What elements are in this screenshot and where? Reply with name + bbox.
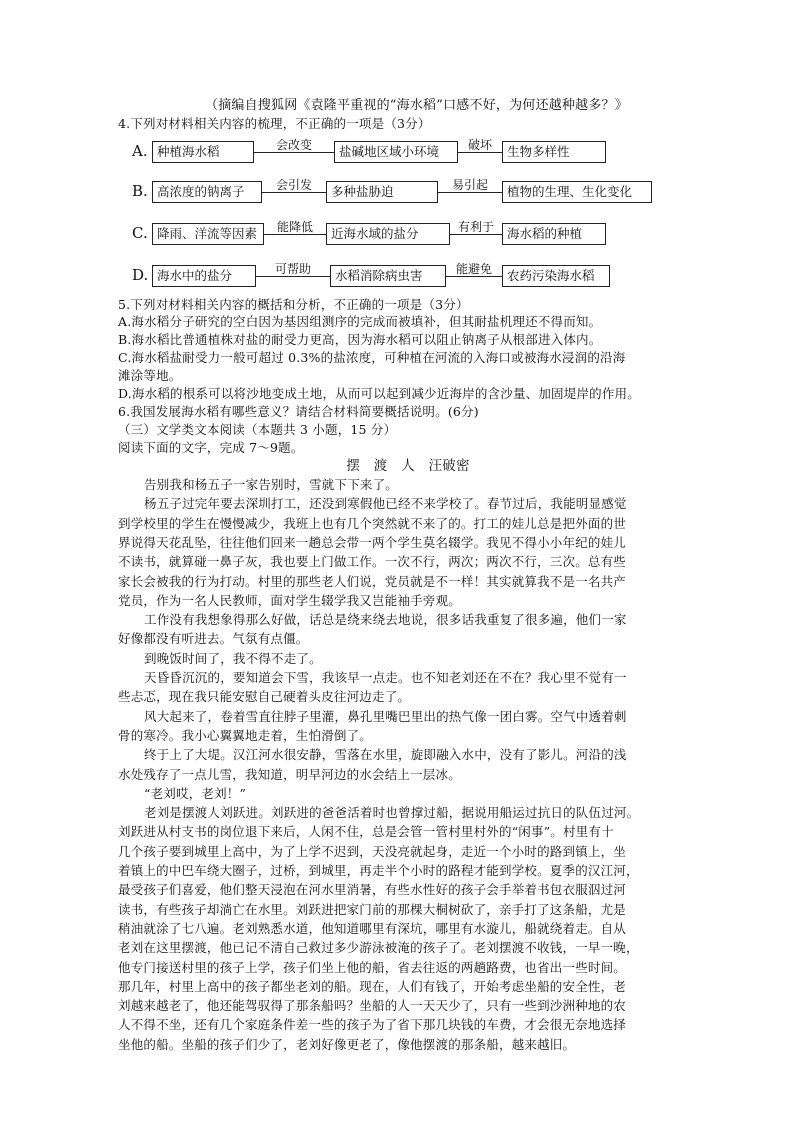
story-line: 那几年，村里上高中的孩子都坐老刘的船。现在，人们有钱了，开始考虑坐船的安全性，老 xyxy=(118,978,627,994)
option-a-row xyxy=(118,139,638,165)
q5-option-c: C.海水稻盐耐受力一般可超过 0.3%的盐浓度，可种植在河流的入海口或被海水浸润的沿海 xyxy=(118,350,626,365)
flow-box: 农药污染海水稻 xyxy=(502,265,610,287)
flow-connector: 会引发 xyxy=(262,179,326,205)
story-line: 老刘在这里摆渡，他已记不清自己救过多少游泳被淹的孩子了。老刘摆渡不收钱，一早一晚， xyxy=(118,940,639,956)
flow-box: 生物多样性 xyxy=(502,141,606,163)
story-line: 到晚饭时间了，我不得不走了。 xyxy=(144,650,322,666)
story-line: 些忐忑，现在我只能安慰自己硬着头皮往河边走了。 xyxy=(118,689,411,705)
option-b-row xyxy=(118,179,638,205)
q5-option-a: A.海水稻分子研究的空白因为基因组测序的完成而被填补，但其耐盐机理还不得而知。 xyxy=(118,314,602,329)
option-label: C. xyxy=(132,224,148,242)
source-citation: （摘编自搜狐网《袁隆平重视的“海水稻”口感不好，为何还越种越多？》 xyxy=(205,98,628,113)
flow-connector: 易引起 xyxy=(438,179,502,205)
story-line: 读书，有些孩子却淌亡在水里。刘跃进把家门前的那棵大桐树砍了，亲手打了这条船，尤是 xyxy=(118,901,627,917)
story-line: “老刘哎，老刘！” xyxy=(144,785,247,801)
option-c-row xyxy=(118,221,638,247)
story-line: 几个孩子要到城里上高中，为了上学不迟到，天没亮就起身，走近一个小时的路到镇上，坐 xyxy=(118,843,627,859)
question-5: 5.下列对材料相关内容的概括和分析，不正确的一项是（3分） xyxy=(118,297,469,312)
story-line: 着镇上的中巴车绕大圈子，过桥，到城里，再走半个小时的路程才能到学校。夏季的汉江河， xyxy=(118,863,639,878)
story-line: 最受孩子们喜爱，他们整天浸泡在河水里消暑，有些水性好的孩子会手举着书包衣服泅过河 xyxy=(118,882,627,898)
story-line: 老刘是摆渡人刘跃进。刘跃进的爸爸活着时也曾撑过船，据说用船运过抗日的队伍过河。 xyxy=(144,805,640,821)
story-line: 终于上了大堤。汉江河水很安静，雪落在水里，旋即融入水中，没有了影儿。河沿的浅 xyxy=(144,747,627,763)
q5-option-d: D.海水稻的根系可以将沙地变成土地，从而可以起到减少近海岸的含沙量、加固堤岸的作用。 xyxy=(118,386,640,401)
flow-connector: 破坏 xyxy=(458,139,502,165)
story-line: 好像都没有听进去。气氛有点僵。 xyxy=(118,631,309,647)
flow-box: 盐碱地区域小环境 xyxy=(334,141,458,163)
story-line: 风大起来了，卷着雪直往脖子里灌，鼻孔里嘴巴里出的热气像一团白雾。空气中透着刺 xyxy=(144,708,627,724)
flow-connector: 能降低 xyxy=(264,221,326,247)
story-line: 他专门接送村里的孩子上学，孩子们坐上他的船，省去往返的两趟路费，也省出一些时间。 xyxy=(118,959,627,975)
option-label: B. xyxy=(132,182,148,200)
flow-box: 高浓度的钠离子 xyxy=(152,181,262,203)
story-line: 界说得天花乱坠，往往他们回来一趟总会带一两个学生莫名辍学。我见不得小小年纪的娃儿 xyxy=(118,534,627,550)
option-label: A. xyxy=(132,142,148,160)
section-header: （三）文学类文本阅读（本题共 3 小题，15 分） xyxy=(118,422,397,437)
story-line: 刘越来越老了，他还能驾驭得了那条船吗？坐船的人一天天少了，只有一些到沙洲种地的农 xyxy=(118,998,627,1014)
story-line: 水处残存了一点儿雪，我知道，明早河边的水会结上一层冰。 xyxy=(118,766,461,782)
story-title: 摆 渡 人 汪破密 xyxy=(346,458,470,474)
q5-option-b: B.海水稻比普通植株对盐的耐受力更高，因为海水稻可以阻止钠离子从根部进入体内。 xyxy=(118,332,602,347)
story-line: 家长会被我的行为打动。村里的那些老人们说，党员就是不一样！其实就算我不是一名共产 xyxy=(118,573,627,589)
story-line: 不读书，就算碰一鼻子灰，我也要上门做工作。一次不行，两次；两次不行，三次。总有些 xyxy=(118,554,627,570)
story-line: 天昏昏沉沉的，要知道会下雪，我该早一点走。也不知老刘还在不在？我心里不觉有一 xyxy=(144,670,627,685)
flow-box: 多种盐胁迫 xyxy=(326,181,438,203)
story-line: 人不得不坐，还有几个家庭条件差一些的孩子为了省下那几块钱的车费，才会很无奈地选择 xyxy=(118,1017,627,1033)
story-line: 工作没有我想象得那么好做，话总是绕来绕去地说，很多话我重复了很多遍，他们一家 xyxy=(144,612,627,628)
flow-box: 海水稻的种植 xyxy=(502,223,606,245)
flow-connector: 有利于 xyxy=(450,221,502,247)
flow-box: 水稻消除病虫害 xyxy=(330,265,446,287)
story-line: 骨的寒冷。我小心翼翼地走着，生怕滑倒了。 xyxy=(118,727,373,743)
question-6: 6.我国发展海水稻有哪些意义？请结合材料简要概括说明。(6分) xyxy=(118,404,479,419)
flow-connector: 会改变 xyxy=(254,139,334,165)
story-line: 杨五子过完年要去深圳打工，还没到寒假他已经不来学校了。春节过后，我能明显感觉 xyxy=(144,496,627,512)
story-line: 稍油就涂了七八遍。老刘熟悉水道，他知道哪里有深坑，哪里有水漩儿，船就绕着走。自从 xyxy=(118,920,627,936)
story-line: 党员，作为一名人民教师，面对学生辍学我又岂能袖手旁观。 xyxy=(118,592,461,608)
option-d-row xyxy=(118,263,638,289)
reading-instruction: 阅读下面的文字，完成 7～9题。 xyxy=(118,440,304,455)
story-line: 刘跃进从村支书的岗位退下来后，人闲不住，总是会管一管村里村外的“闲事”。村里有十 xyxy=(118,824,614,840)
flow-connector: 可帮助 xyxy=(256,263,330,289)
flow-box: 种植海水稻 xyxy=(152,141,254,163)
flow-box: 近海水域的盐分 xyxy=(326,223,450,245)
question-4: 4.下列对材料相关内容的梳理，不正确的一项是（3分） xyxy=(118,116,431,131)
q5-option-c-cont: 滩涂等地。 xyxy=(118,368,182,383)
flow-connector: 能避免 xyxy=(446,263,502,289)
flow-box: 海水中的盐分 xyxy=(152,265,256,287)
flow-box: 降雨、洋流等因素 xyxy=(152,223,264,245)
story-line: 到学校里的学生在慢慢减少，我班上也有几个突然就不来了的。打工的娃儿总是把外面的世 xyxy=(118,515,627,531)
flow-box: 植物的生理、生化变化 xyxy=(502,181,652,203)
story-line: 告别我和杨五子一家告别时，雪就下下来了。 xyxy=(144,477,399,492)
option-label: D. xyxy=(132,266,149,284)
story-line: 坐他的船。坐船的孩子们少了，老刘好像更老了，像他摆渡的那条船，越来越旧。 xyxy=(118,1036,576,1052)
